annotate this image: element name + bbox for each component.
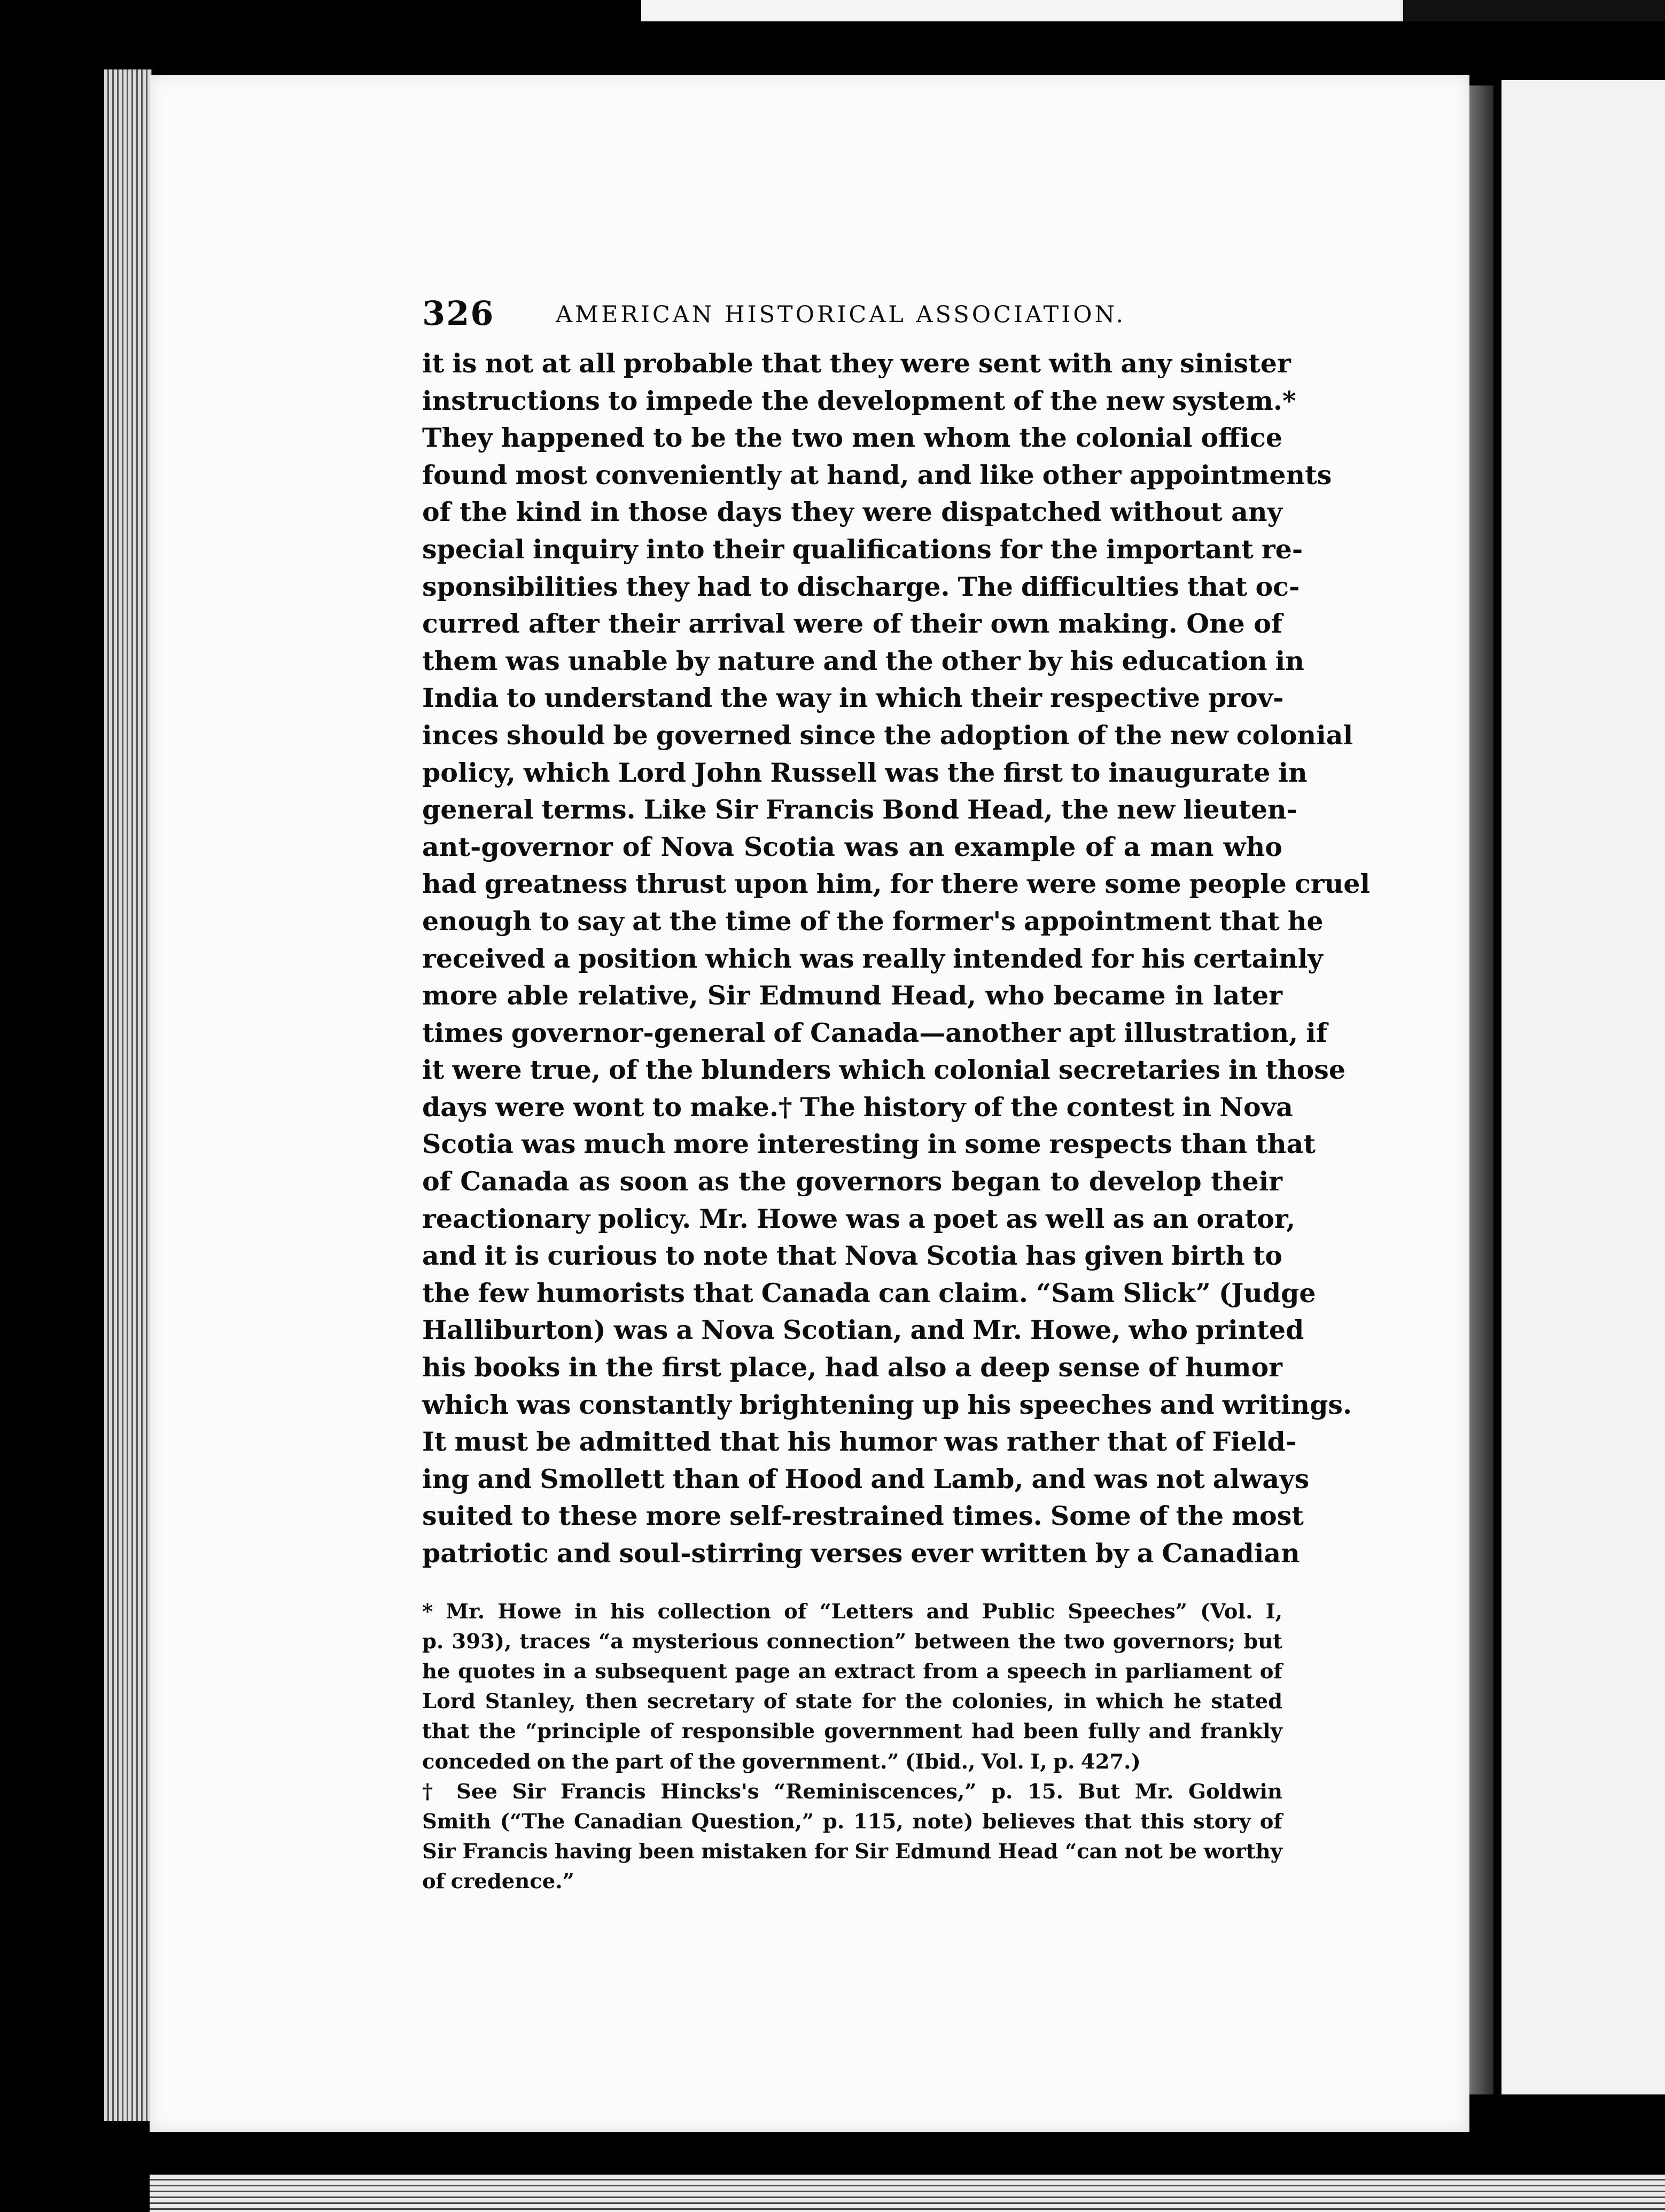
body-line: them was unable by nature and the other by his education in (422, 645, 1304, 676)
body-line: sponsibilities they had to discharge. The difficulties that oc- (422, 571, 1300, 602)
body-line: patriotic and soul-stirring verses ever written by a Canadian (422, 1538, 1300, 1569)
page-stack-edges (104, 69, 152, 2121)
body-line: of the kind in those days they were dispatched without any (422, 496, 1282, 528)
body-line: ant-governor of Nova Scotia was an example of a man who (422, 831, 1282, 862)
body-line: policy, which Lord John Russell was the first to inaugurate in (422, 757, 1308, 788)
scan-top-dark-strip (1400, 0, 1665, 21)
body-text (422, 345, 1370, 1572)
body-line: his books in the first place, had also a deep sense of humor (422, 1352, 1282, 1383)
body-line: it were true, of the blunders which colonial secretaries in those (422, 1054, 1346, 1086)
body-line: instructions to impede the development of the new system.* (422, 385, 1296, 416)
page-number: 326 (422, 294, 495, 333)
footnote-line: † See Sir Francis Hincks's “Reminiscences,” p. 15. But Mr. Goldwin (422, 1779, 1282, 1804)
facing-page-edge (1501, 80, 1665, 2094)
body-line: general terms. Like Sir Francis Bond Head, the new lieuten- (422, 794, 1297, 825)
body-line: found most conveniently at hand, and like other appointments (422, 459, 1332, 490)
body-line: They happened to be the two men whom the colonial office (422, 422, 1282, 454)
body-line: inces should be governed since the adoption of the new colonial (422, 719, 1353, 751)
body-line: and it is curious to note that Nova Scotia has given birth to (422, 1240, 1282, 1272)
running-head-title: AMERICAN HISTORICAL ASSOCIATION. (556, 301, 1126, 328)
footnote-line: of credence.” (422, 1870, 574, 1894)
running-head (422, 294, 1282, 342)
footnote-line: * Mr. Howe in his collection of “Letters and Public Speeches” (Vol. I, (422, 1599, 1282, 1624)
body-line: more able relative, Sir Edmund Head, who became in later (422, 980, 1282, 1011)
body-line: of Canada as soon as the governors began to develop their (422, 1166, 1282, 1197)
body-line: Scotia was much more interesting in some respects than that (422, 1128, 1316, 1160)
body-line: enough to say at the time of the former's appointment that he (422, 905, 1324, 937)
body-line: curred after their arrival were of their own making. One of (422, 608, 1282, 640)
body-line: had greatness thrust upon him, for there were some people cruel (422, 868, 1370, 900)
footnote-line: p. 393), traces “a mysterious connection” between the two governors; but (422, 1629, 1282, 1654)
body-line: days were wont to make.† The history of the contest in Nova (422, 1091, 1293, 1123)
footnotes (422, 1597, 1282, 1897)
page-content (422, 294, 1370, 1897)
gutter-shadow (1467, 85, 1493, 2094)
body-line: Halliburton) was a Nova Scotian, and Mr. Howe, who printed (422, 1314, 1304, 1346)
body-line: times governor-general of Canada—another apt illustration, if (422, 1017, 1327, 1048)
body-line: suited to these more self-restrained times. Some of the most (422, 1500, 1304, 1532)
body-line: the few humorists that Canada can claim. “Sam Slick” (Judge (422, 1277, 1316, 1308)
body-line: received a position which was really intended for his certainly (422, 943, 1323, 974)
body-line: It must be admitted that his humor was rather that of Field- (422, 1426, 1297, 1458)
footnote-line: that the “principle of responsible government had been fully and frankly (422, 1719, 1282, 1744)
footnote-line: Smith (“The Canadian Question,” p. 115, note) believes that this story of (422, 1809, 1282, 1834)
body-line: reactionary policy. Mr. Howe was a poet as well as an orator, (422, 1203, 1296, 1234)
body-line: India to understand the way in which their respective prov- (422, 682, 1284, 714)
body-line: it is not at all probable that they were sent with any sinister (422, 348, 1291, 379)
footnote-line: Sir Francis having been mistaken for Sir Edmund Head “can not be worthy (422, 1840, 1282, 1864)
body-line: which was constantly brightening up his speeches and writings. (422, 1389, 1352, 1420)
bottom-page-edges (150, 2175, 1665, 2212)
footnote-line: he quotes in a subsequent page an extract from a speech in parliament of (422, 1659, 1282, 1684)
body-line: special inquiry into their qualifications for the important re- (422, 533, 1303, 565)
body-line: ing and Smollett than of Hood and Lamb, and was not always (422, 1463, 1310, 1494)
footnote-line: conceded on the part of the government.” (Ibid., Vol. I, p. 427.) (422, 1749, 1141, 1774)
footnote-line: Lord Stanley, then secretary of state for the colonies, in which he stated (422, 1689, 1282, 1714)
